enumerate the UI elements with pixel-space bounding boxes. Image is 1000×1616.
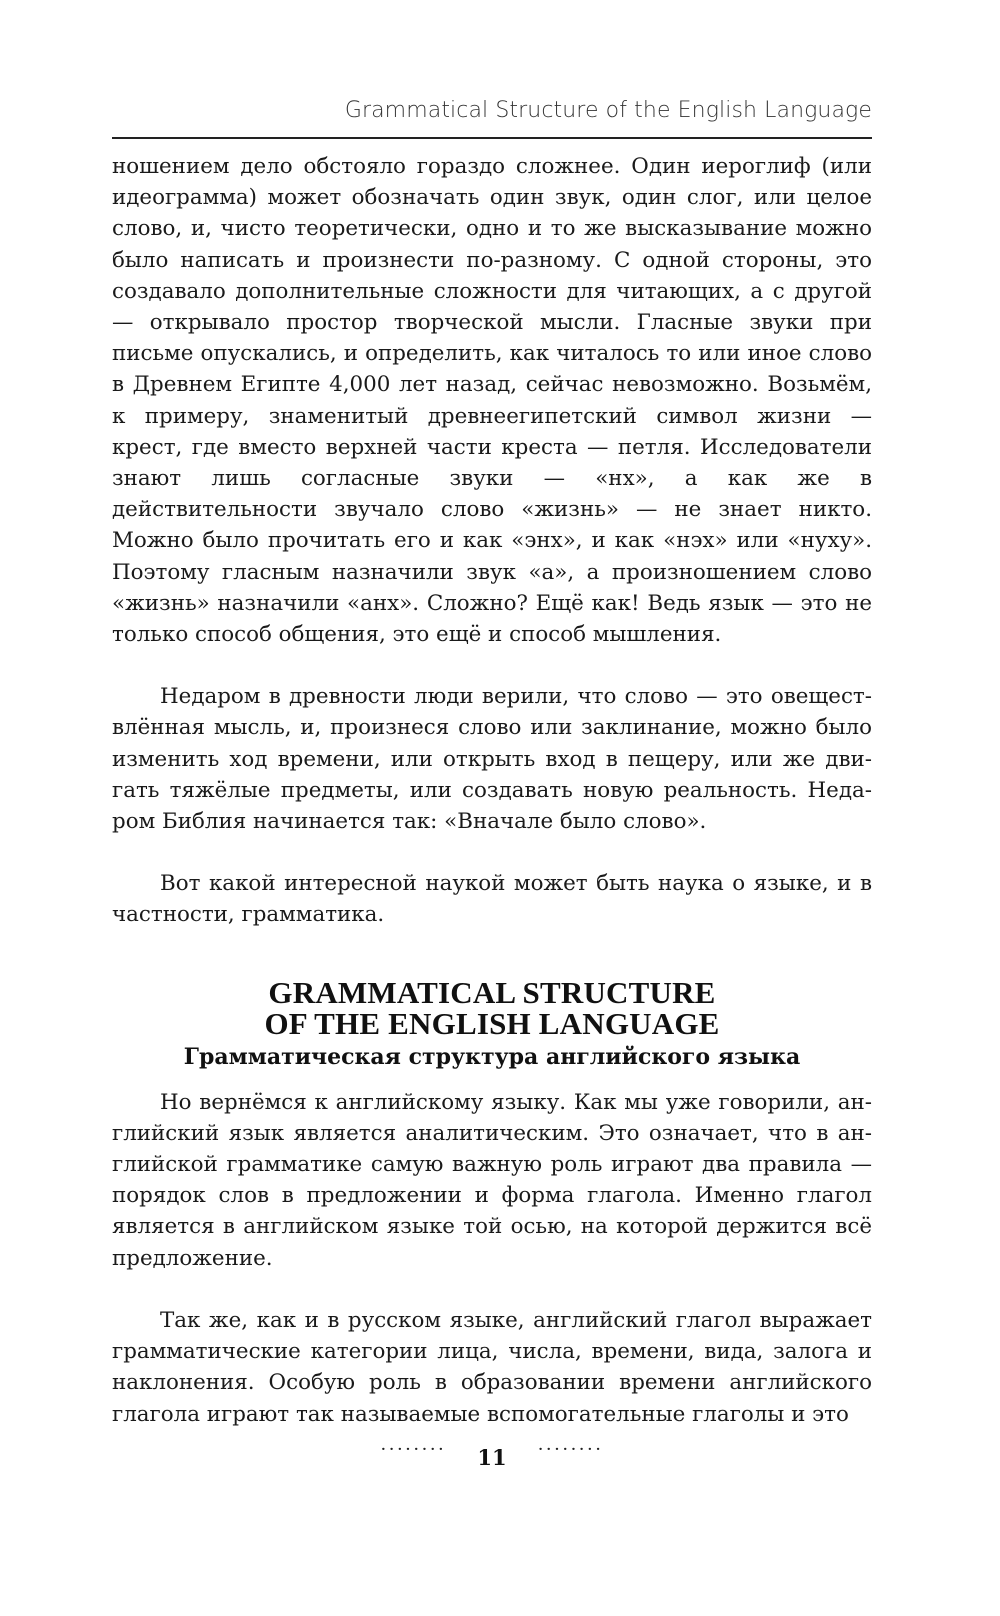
paragraph-4: Но вернёмся к английскому языку. Как мы уже говорили, английский язык является аналитическим. Это означает, что в английской грамматике самую важную роль играют два правила — порядок слов в предложении и форма глагола. Именно глагол является в английском языке той осью, на которой держится всё предложение. bbox=[112, 1089, 872, 1271]
paragraph-5: Так же, как и в русском языке, английский глагол выражает грамматические категории лица, числа, времени, вида, залога и наклонения. Особую роль в образовании времени английского глагола играют так называемые вспомогательные глаголы и это bbox=[112, 1307, 872, 1427]
book-page bbox=[112, 0, 872, 1616]
paragraph-2: Недаром в древности люди верили, что слово — это овеществлённая мысль, и, произнеся слово или заклинание, можно было изменить ход времени, или открыть вход в пещеру, или же двигать тяжёлые предметы, или создавать новую реальность. Недаром Библия начинается так: «Вначале было слово». bbox=[112, 684, 872, 835]
header-divider bbox=[112, 137, 872, 139]
paragraph-1: ношением дело обстояло гораздо сложнее. Один иероглиф (или идеограмма) может обозначать один звук, один слог, или целое слово, и, чисто теоретически, одно и то же высказывание можно было написать и произнести по-разному. С одной стороны, это создавало дополнительные сложности для читающих, а с другой — открывало простор творческой мысли. Гласные звуки при письме опускались, и определить, как читалось то или иное слово в Древнем Египте 4,000 лет назад, сейчас невозможно. Возьмём, к примеру, знаменитый древнеегипетский символ жизни — крест, где вместо верхней части креста — петля. Исследователи знают лишь согласные звуки — «нх», а как же в действительности звучало слово «жизнь» — не знает никто. Можно было прочитать его и как «энх», и как «нэх» или «нуху». Поэтому гласным назначили звук «а», а произношением слово «жизнь» назначили «анх». Сложно? Ещё как! Ведь язык — это не только способ общения, это ещё и способ мышления. bbox=[112, 154, 872, 648]
body-text bbox=[112, 151, 872, 1430]
footer-dots-left: ········ bbox=[380, 1439, 447, 1460]
section-subtitle: Грамматическая структура английского языка bbox=[183, 1043, 801, 1070]
page-number: 11 bbox=[477, 1445, 507, 1470]
paragraph-3: Вот какой интересной наукой может быть наука о языке, и в частности, грамматика. bbox=[112, 871, 872, 928]
section-title-line-1: GRAMMATICAL STRUCTURE bbox=[268, 974, 716, 1010]
section-title-line-2: OF THE ENGLISH LANGUAGE bbox=[264, 1005, 720, 1041]
footer-dots-right: ········ bbox=[537, 1439, 604, 1460]
page-footer bbox=[112, 1439, 872, 1470]
running-header: Grammatical Structure of the English Language bbox=[344, 98, 872, 123]
